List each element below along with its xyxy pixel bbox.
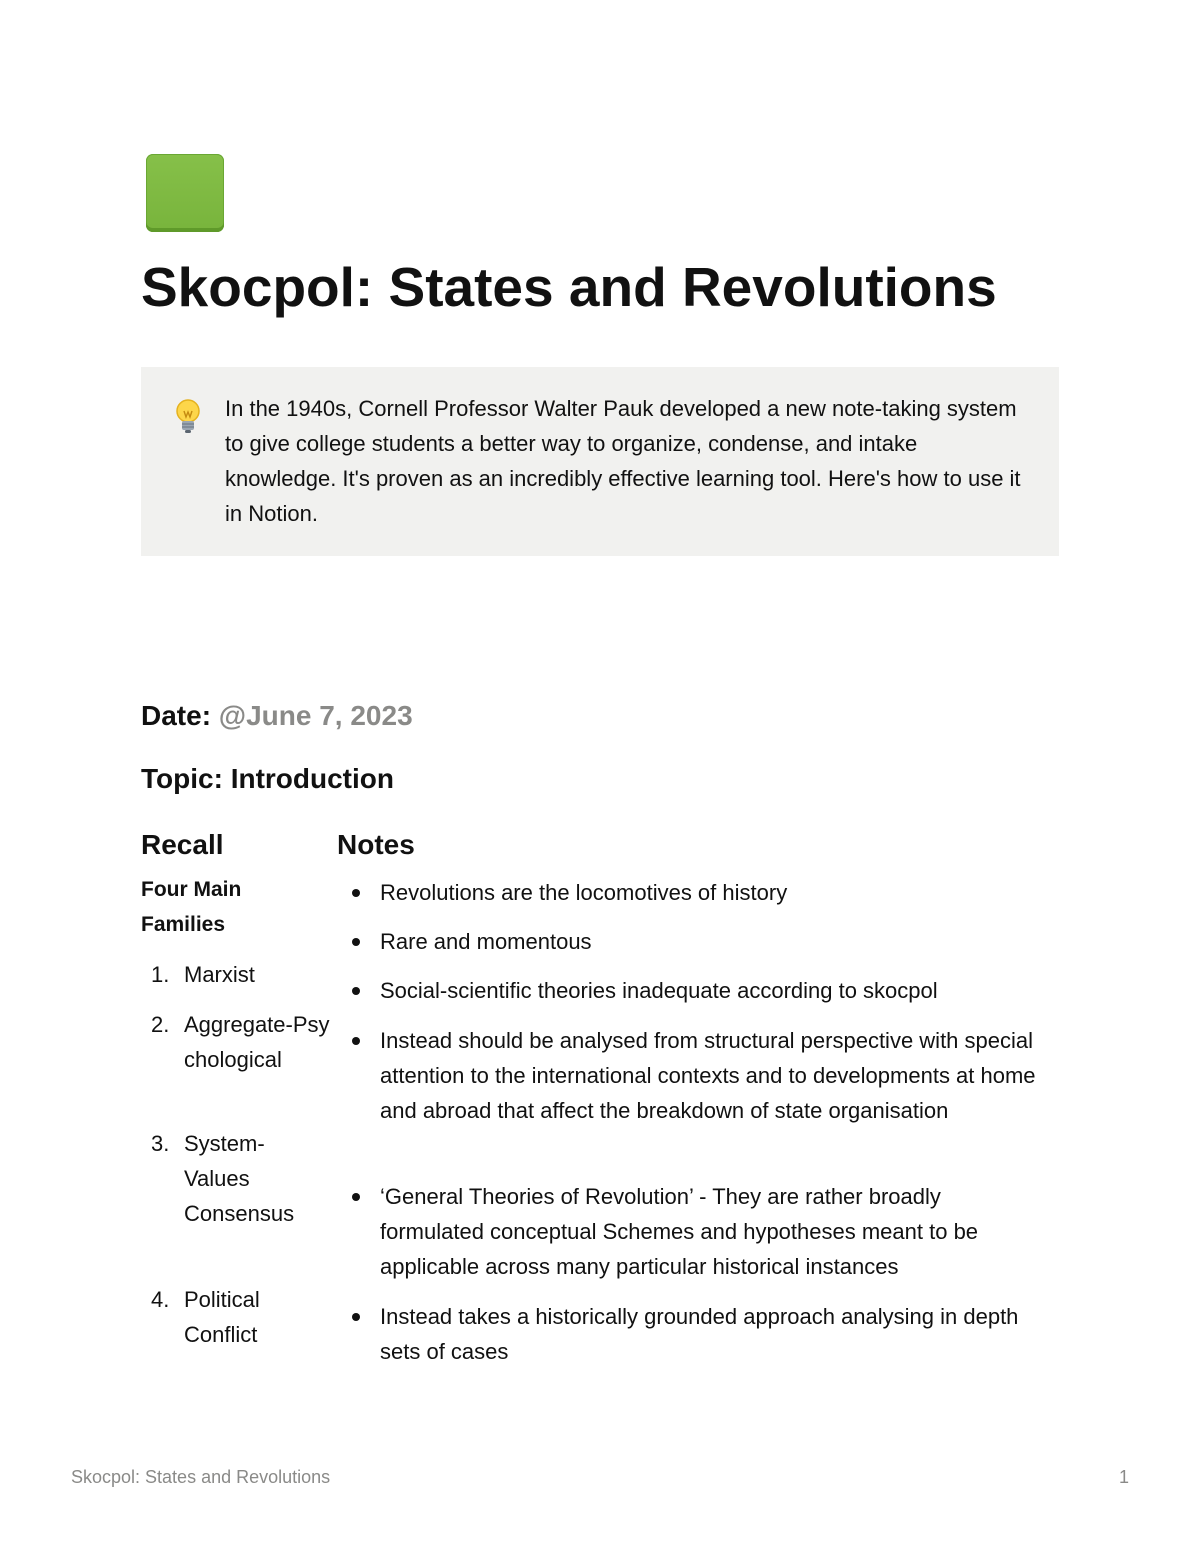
- note-text: Instead takes a historically grounded approach analysing in depth sets of cases: [380, 1304, 1019, 1364]
- recall-item-text: Marxist: [184, 962, 255, 987]
- callout-text: In the 1940s, Cornell Professor Walter Pauk developed a new note-taking system to give college students a better way to organize, condense, and intake knowledge. It's proven as an incredibly effective learning tool. Here's how to use it in Notion.: [225, 396, 1021, 526]
- recall-subheading: Four Main Families: [141, 878, 242, 936]
- bullet-icon: [352, 1193, 360, 1201]
- light-bulb-icon: [171, 397, 205, 437]
- note-bullet-item: [350, 1023, 1050, 1128]
- note-bullet-item: [350, 1299, 1050, 1369]
- recall-list-item: [141, 1282, 336, 1352]
- note-text: Social-scientific theories inadequate according to skocpol: [380, 978, 938, 1003]
- list-number: 2.: [151, 1012, 170, 1037]
- bullet-icon: [352, 889, 360, 897]
- note-text: ‘General Theories of Revolution’ - They are rather broadly formulated conceptual Schemes and hypotheses meant to be applicable across many particular historical instances: [380, 1184, 979, 1279]
- list-number: 4.: [151, 1287, 170, 1312]
- callout: [141, 367, 1059, 556]
- topic-heading: Topic: Introduction: [141, 763, 394, 794]
- recall-list-item: [141, 1007, 336, 1077]
- note-bullet-item: [350, 875, 1050, 910]
- bullet-icon: [352, 987, 360, 995]
- date-mention[interactable]: @June 7, 2023: [218, 700, 413, 731]
- note-text: Revolutions are the locomotives of history: [380, 880, 788, 905]
- note-text: Instead should be analysed from structural perspective with special attention to the international contexts and to developments at home and abroad that affect the breakdown of state organisation: [380, 1028, 1036, 1123]
- list-number: 1.: [151, 962, 170, 987]
- recall-item-text: System-Values Consensus: [184, 1131, 295, 1226]
- green-square-icon: [146, 154, 224, 232]
- notes-heading: Notes: [337, 829, 415, 860]
- recall-list-item: [141, 1126, 336, 1231]
- note-bullet-item: [350, 1179, 1050, 1284]
- recall-item-text: Political Conflict: [184, 1287, 260, 1347]
- date-label: Date:: [141, 700, 212, 731]
- recall-item-text: Aggregate-Psychological: [184, 1012, 330, 1072]
- note-bullet-item: [350, 973, 1050, 1008]
- footer-page-number: 1: [1118, 1467, 1129, 1487]
- bullet-icon: [352, 1313, 360, 1321]
- date-line: [141, 697, 413, 735]
- page-title: Skocpol: States and Revolutions: [141, 256, 997, 318]
- bullet-icon: [352, 1037, 360, 1045]
- recall-list-item: [141, 957, 336, 992]
- footer-title: Skocpol: States and Revolutions: [71, 1467, 331, 1487]
- recall-heading: Recall: [141, 829, 224, 860]
- note-bullet-item: [350, 924, 1050, 959]
- bullet-icon: [352, 938, 360, 946]
- list-number: 3.: [151, 1131, 170, 1156]
- note-text: Rare and momentous: [380, 929, 592, 954]
